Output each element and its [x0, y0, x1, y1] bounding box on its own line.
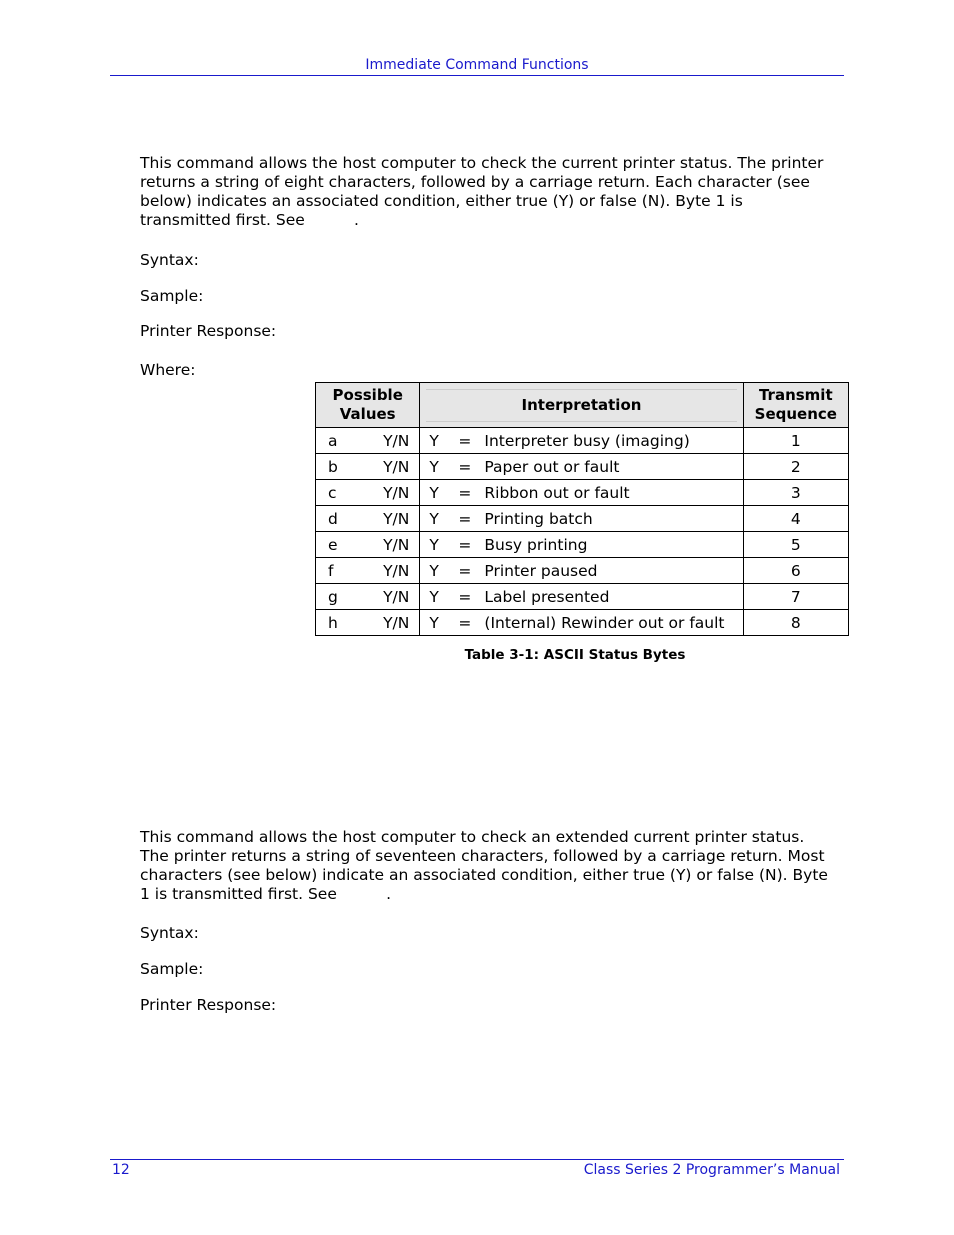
status-code: d [328, 509, 338, 528]
interpretation-cell [420, 506, 743, 532]
possible-value-cell [316, 428, 420, 454]
equals-sign: = [458, 535, 472, 554]
page-number: 12 [112, 1162, 130, 1178]
footer-rule [110, 1159, 844, 1160]
interpretation-text: Printing batch [484, 509, 593, 528]
transmit-sequence-cell: 6 [743, 558, 848, 584]
table-row [316, 506, 849, 532]
equals-sign: = [458, 613, 472, 632]
transmit-sequence-cell: 3 [743, 480, 848, 506]
possible-value-cell [316, 454, 420, 480]
equals-sign: = [458, 483, 472, 502]
paragraph-line: below) indicates an associated condition, either true (Y) or false (N). Byte 1 is [140, 192, 743, 210]
status-code: b [328, 457, 338, 476]
status-code: e [328, 535, 338, 554]
header-text: Transmit [758, 386, 833, 404]
header-rule [110, 75, 844, 76]
interpretation-text: Interpreter busy (imaging) [484, 431, 690, 450]
interpretation-cell [420, 532, 743, 558]
status-code: a [328, 431, 338, 450]
table-row [316, 584, 849, 610]
equals-sign: = [458, 587, 472, 606]
header-interpretation [420, 383, 743, 428]
yn-value: Y/N [383, 457, 410, 476]
yn-value: Y/N [383, 483, 410, 502]
header-text: Possible [332, 386, 403, 404]
interpretation-cell [420, 454, 743, 480]
interpretation-text: Paper out or fault [484, 457, 620, 476]
sample-label: Sample: [140, 960, 204, 978]
transmit-sequence-cell: 8 [743, 610, 848, 636]
transmit-sequence-cell: 7 [743, 584, 848, 610]
true-value: Y [429, 483, 439, 502]
manual-title: Class Series 2 Programmer’s Manual [583, 1162, 840, 1178]
interpretation-cell [420, 584, 743, 610]
running-header: Immediate Command Functions [365, 57, 589, 73]
possible-value-cell [316, 610, 420, 636]
table-row [316, 454, 849, 480]
yn-value: Y/N [383, 509, 410, 528]
yn-value: Y/N [383, 561, 410, 580]
transmit-sequence-cell: 2 [743, 454, 848, 480]
ascii-status-table [315, 382, 849, 636]
yn-value: Y/N [383, 535, 410, 554]
transmit-sequence-cell: 5 [743, 532, 848, 558]
equals-sign: = [458, 431, 472, 450]
possible-value-cell [316, 532, 420, 558]
paragraph-line: returns a string of eight characters, followed by a carriage return. Each character (see [140, 173, 810, 191]
status-code: h [328, 613, 338, 632]
where-label: Where: [140, 361, 196, 379]
paragraph-line: transmitted first. See . [140, 211, 359, 229]
paragraph-line: 1 is transmitted first. See . [140, 885, 392, 903]
status-code: c [328, 483, 337, 502]
possible-value-cell [316, 480, 420, 506]
paragraph-line: This command allows the host computer to check an extended current printer status. [140, 828, 805, 846]
possible-value-cell [316, 558, 420, 584]
table-caption: Table 3-1: ASCII Status Bytes [464, 647, 686, 663]
table-row [316, 532, 849, 558]
status-code: g [328, 587, 338, 606]
header-possible-values [316, 383, 420, 428]
interpretation-cell [420, 428, 743, 454]
paragraph-line: characters (see below) indicate an associated condition, either true (Y) or false (N). Byte [140, 866, 828, 884]
sample-label: Sample: [140, 287, 204, 305]
header-text: Interpretation [426, 389, 736, 422]
equals-sign: = [458, 457, 472, 476]
true-value: Y [429, 431, 439, 450]
header-text: Sequence [754, 405, 837, 423]
interpretation-text: (Internal) Rewinder out or fault [484, 613, 725, 632]
status-code: f [328, 561, 334, 580]
syntax-label: Syntax: [140, 251, 199, 269]
table-header-row [316, 383, 849, 428]
true-value: Y [429, 613, 439, 632]
paragraph-line: The printer returns a string of seventeen characters, followed by a carriage return. Most [140, 847, 825, 865]
interpretation-text: Ribbon out or fault [484, 483, 630, 502]
interpretation-cell [420, 610, 743, 636]
header-text: Values [339, 405, 396, 423]
syntax-label: Syntax: [140, 924, 199, 942]
true-value: Y [429, 509, 439, 528]
yn-value: Y/N [383, 613, 410, 632]
interpretation-text: Busy printing [484, 535, 588, 554]
yn-value: Y/N [383, 431, 410, 450]
printer-response-label: Printer Response: [140, 322, 277, 340]
equals-sign: = [458, 561, 472, 580]
section2-paragraph [140, 828, 845, 904]
transmit-sequence-cell: 4 [743, 506, 848, 532]
possible-value-cell [316, 584, 420, 610]
true-value: Y [429, 535, 439, 554]
equals-sign: = [458, 509, 472, 528]
paragraph-line: This command allows the host computer to check the current printer status. The printer [140, 154, 824, 172]
interpretation-text: Label presented [484, 587, 610, 606]
possible-value-cell [316, 506, 420, 532]
table-row [316, 610, 849, 636]
table-row [316, 558, 849, 584]
printer-response-label: Printer Response: [140, 996, 277, 1014]
interpretation-cell [420, 480, 743, 506]
table-row [316, 480, 849, 506]
true-value: Y [429, 457, 439, 476]
true-value: Y [429, 561, 439, 580]
true-value: Y [429, 587, 439, 606]
table-row [316, 428, 849, 454]
header-transmit-sequence [743, 383, 848, 428]
transmit-sequence-cell: 1 [743, 428, 848, 454]
section1-paragraph [140, 154, 845, 230]
interpretation-text: Printer paused [484, 561, 598, 580]
yn-value: Y/N [383, 587, 410, 606]
interpretation-cell [420, 558, 743, 584]
